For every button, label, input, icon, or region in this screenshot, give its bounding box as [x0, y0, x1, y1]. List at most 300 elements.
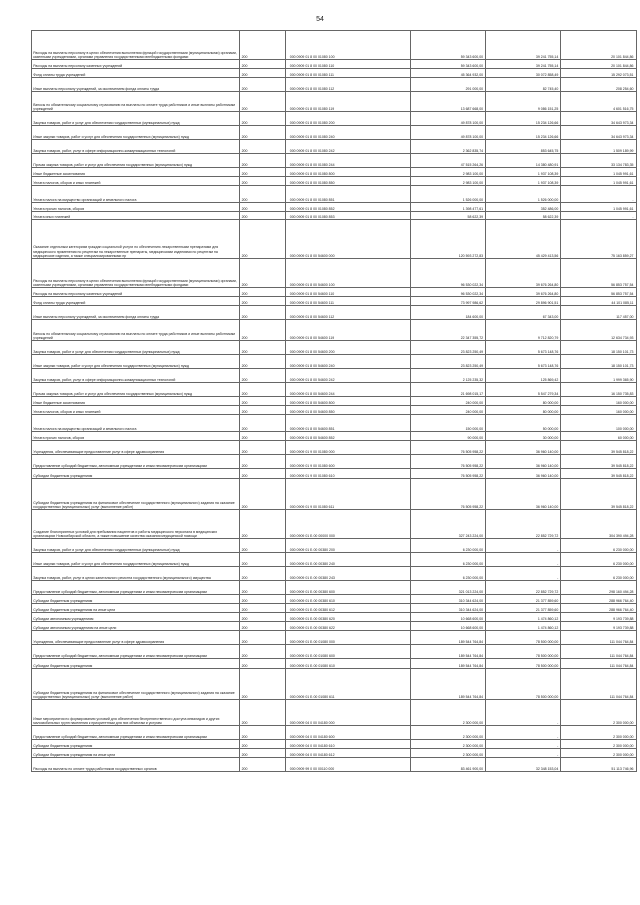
row-executed-amount-cell: 15 234 126,66 — [486, 112, 561, 126]
row-executed-amount-cell: 1 937 108,39 — [486, 168, 561, 177]
row-name-cell: Закупка товаров, работ, услуг в целях капитального ремонта государственного (муниципального) имущества — [32, 567, 240, 581]
row-name-cell: Субсидии бюджетным учреждениям — [32, 595, 240, 604]
row-approved-amount-cell: 10 668 600,00 — [410, 613, 485, 622]
row-name-cell: Иные выплаты персоналу учреждений, за исключением фонда оплаты труда — [32, 78, 240, 92]
row-unexecuted-amount-cell: 56 853 757,54 — [561, 259, 636, 288]
table-row — [32, 341, 637, 355]
row-executed-amount-cell: 32 348 153,04 — [486, 758, 561, 772]
row-executed-amount-cell: 39 676 264,80 — [486, 288, 561, 297]
row-classification-code-cell: 000 0909 04 0 00 04180 612 — [285, 749, 410, 758]
row-unexecuted-amount-cell: 1 509 189,99 — [561, 140, 636, 154]
row-executed-amount-cell: 80 000,00 — [486, 397, 561, 406]
row-code-cell: 200 — [240, 553, 285, 567]
row-name-cell: Уплата налога на имущество организаций и земельного налога — [32, 186, 240, 203]
row-code-cell: 200 — [240, 154, 285, 168]
row-classification-code-cell: 000 0909 01 Б 00 00380 243 — [285, 567, 410, 581]
row-approved-amount-cell: 76 505 958,22 — [410, 441, 485, 455]
row-approved-amount-cell: 2 300 000,00 — [410, 740, 485, 749]
table-row — [32, 432, 637, 441]
row-approved-amount-cell: 76 505 958,22 — [410, 455, 485, 469]
row-executed-amount-cell: 36 960 140,00 — [486, 441, 561, 455]
row-name-cell: Уплата прочих налогов, сборов — [32, 432, 240, 441]
row-unexecuted-amount-cell: 2 300 000,00 — [561, 700, 636, 726]
row-classification-code-cell: 000 0909 01 8 00 54600 200 — [285, 341, 410, 355]
row-approved-amount-cell: 327 243 224,00 — [410, 510, 485, 539]
row-executed-amount-cell: 67 343,00 — [486, 306, 561, 320]
row-approved-amount-cell: 47 515 264,26 — [410, 154, 485, 168]
row-name-cell: Иные закупки товаров, работ и услуг для обеспечения государственных (муниципальных) нужд — [32, 355, 240, 369]
row-classification-code-cell: 000 0909 01 9 00 01080 610 — [285, 469, 410, 479]
row-unexecuted-amount-cell: 1 045 991,61 — [561, 203, 636, 212]
table-row — [32, 441, 637, 455]
row-code-cell: 200 — [240, 355, 285, 369]
row-unexecuted-amount-cell: 18 150 101,73 — [561, 355, 636, 369]
table-row — [32, 613, 637, 622]
row-code-cell: 200 — [240, 69, 285, 78]
row-unexecuted-amount-cell: 6 230 000,00 — [561, 553, 636, 567]
row-unexecuted-amount-cell: 20 101 844,86 — [561, 60, 636, 69]
row-unexecuted-amount-cell: 39 545 818,22 — [561, 455, 636, 469]
row-code-cell: 200 — [240, 758, 285, 772]
row-code-cell: 200 — [240, 659, 285, 669]
table-row — [32, 78, 637, 92]
row-executed-amount-cell: 58 622,39 — [486, 212, 561, 220]
table-row — [32, 669, 637, 700]
row-classification-code-cell: 000 0909 01 Б 00 00000 000 — [285, 510, 410, 539]
row-approved-amount-cell: 49 878 100,00 — [410, 112, 485, 126]
row-name-cell: Предоставление субсидий бюджетным, автономным учреждениям и иным некоммерческим организациям — [32, 726, 240, 740]
row-executed-amount-cell: 352 486,00 — [486, 203, 561, 212]
row-classification-code-cell: 000 0909 01 Б 00 00380 600 — [285, 581, 410, 595]
row-classification-code-cell: 000 0909 01 8 00 01080 852 — [285, 203, 410, 212]
row-executed-amount-cell: 1 937 108,39 — [486, 177, 561, 186]
row-executed-amount-cell: 39 241 755,14 — [486, 31, 561, 60]
row-code-cell: 200 — [240, 168, 285, 177]
row-unexecuted-amount-cell: - — [561, 212, 636, 220]
row-unexecuted-amount-cell: 9 193 739,88 — [561, 613, 636, 622]
row-classification-code-cell: 000 0909 01 Б 00 00380 240 — [285, 553, 410, 567]
row-unexecuted-amount-cell: 39 545 818,22 — [561, 479, 636, 510]
row-classification-code-cell: 000 0909 01 Б 00 00380 622 — [285, 622, 410, 631]
row-name-cell: Закупка товаров, работ, услуг в сфере информационно-коммуникационных технологий — [32, 140, 240, 154]
row-code-cell: 200 — [240, 613, 285, 622]
row-executed-amount-cell: 9 086 151,25 — [486, 92, 561, 112]
row-executed-amount-cell: 21 377 859,60 — [486, 604, 561, 613]
row-approved-amount-cell: 120 593 272,83 — [410, 220, 485, 259]
row-code-cell: 200 — [240, 510, 285, 539]
row-approved-amount-cell: 76 505 958,22 — [410, 469, 485, 479]
row-classification-code-cell: 000 0909 01 8 00 54600 800 — [285, 397, 410, 406]
table-row — [32, 595, 637, 604]
row-unexecuted-amount-cell: 18 150 101,73 — [561, 341, 636, 355]
row-name-cell: Иные закупки товаров, работ и услуг для обеспечения государственных (муниципальных) нужд — [32, 553, 240, 567]
row-unexecuted-amount-cell: 4 601 516,75 — [561, 92, 636, 112]
table-row — [32, 397, 637, 406]
page-number: 54 — [316, 16, 324, 23]
row-approved-amount-cell: 6 230 000,00 — [410, 567, 485, 581]
table-row — [32, 455, 637, 469]
row-classification-code-cell: 000 0909 01 8 00 01080 850 — [285, 177, 410, 186]
row-classification-code-cell: 000 0909 01 Б 00 00380 612 — [285, 604, 410, 613]
row-approved-amount-cell: 90 000,00 — [410, 432, 485, 441]
row-code-cell: 200 — [240, 669, 285, 700]
row-unexecuted-amount-cell: 111 044 764,84 — [561, 659, 636, 669]
row-unexecuted-amount-cell: 6 230 000,00 — [561, 567, 636, 581]
row-classification-code-cell: 000 0909 01 9 00 01080 600 — [285, 455, 410, 469]
table-row — [32, 567, 637, 581]
row-code-cell: 200 — [240, 740, 285, 749]
row-approved-amount-cell: 23 823 250,49 — [410, 341, 485, 355]
row-unexecuted-amount-cell: 2 300 000,00 — [561, 740, 636, 749]
row-code-cell: 200 — [240, 397, 285, 406]
row-name-cell: Субсидии бюджетным учреждениям — [32, 659, 240, 669]
row-approved-amount-cell: 73 997 986,62 — [410, 297, 485, 306]
table-row — [32, 355, 637, 369]
table-row — [32, 726, 637, 740]
row-approved-amount-cell: 1 526 000,00 — [410, 186, 485, 203]
row-approved-amount-cell: 189 544 764,84 — [410, 669, 485, 700]
row-name-cell: Расходы на выплаты персоналу казенных учреждений — [32, 288, 240, 297]
row-executed-amount-cell: 30 000,00 — [486, 432, 561, 441]
row-classification-code-cell: 000 0909 01 8 00 54600 850 — [285, 406, 410, 415]
row-code-cell: 200 — [240, 306, 285, 320]
row-executed-amount-cell: 1 474 860,12 — [486, 622, 561, 631]
row-name-cell: Расходы на выплаты персоналу казенных учреждений — [32, 60, 240, 69]
row-classification-code-cell: 000 0909 01 8 00 54600 240 — [285, 355, 410, 369]
row-code-cell: 200 — [240, 177, 285, 186]
row-name-cell: Взносы по обязательному социальному страхованию на выплаты по оплате труда работников и иные выплаты работникам учреждений — [32, 92, 240, 112]
row-unexecuted-amount-cell: 60 000,00 — [561, 432, 636, 441]
row-approved-amount-cell: 2 983 100,00 — [410, 177, 485, 186]
row-unexecuted-amount-cell: 2 300 000,00 — [561, 749, 636, 758]
row-code-cell: 200 — [240, 288, 285, 297]
row-executed-amount-cell: - — [486, 539, 561, 553]
row-unexecuted-amount-cell: 288 966 764,40 — [561, 595, 636, 604]
table-row — [32, 154, 637, 168]
row-code-cell: 200 — [240, 469, 285, 479]
row-code-cell: 200 — [240, 78, 285, 92]
row-executed-amount-cell: 9 712 820,79 — [486, 320, 561, 341]
table-row — [32, 220, 637, 259]
table-row — [32, 631, 637, 645]
row-code-cell: 200 — [240, 140, 285, 154]
row-approved-amount-cell: 76 505 958,22 — [410, 479, 485, 510]
row-executed-amount-cell: 1 526 000,00 — [486, 186, 561, 203]
row-approved-amount-cell: 189 544 764,84 — [410, 659, 485, 669]
row-classification-code-cell: 000 0909 01 8 00 01080 119 — [285, 92, 410, 112]
row-classification-code-cell: 000 0909 01 Б 00 00380 200 — [285, 539, 410, 553]
row-unexecuted-amount-cell: 100 000,00 — [561, 415, 636, 432]
row-classification-code-cell: 000 0909 01 8 00 54600 112 — [285, 306, 410, 320]
row-code-cell: 200 — [240, 31, 285, 60]
table-row — [32, 622, 637, 631]
row-executed-amount-cell: 853 645,75 — [486, 140, 561, 154]
row-code-cell: 200 — [240, 622, 285, 631]
row-name-cell: Взносы по обязательному социальному страхованию на выплаты по оплате труда работников и иные выплаты работникам учреждений — [32, 320, 240, 341]
row-approved-amount-cell: 189 544 764,84 — [410, 645, 485, 659]
row-name-cell: Иные бюджетные ассигнования — [32, 168, 240, 177]
row-name-cell: Учреждения, обеспечивающие предоставление услуг в сфере здравоохранения — [32, 441, 240, 455]
row-executed-amount-cell: - — [486, 567, 561, 581]
row-code-cell: 200 — [240, 455, 285, 469]
row-code-cell: 200 — [240, 203, 285, 212]
row-unexecuted-amount-cell: 75 163 859,27 — [561, 220, 636, 259]
row-unexecuted-amount-cell: 1 999 365,90 — [561, 369, 636, 383]
table-row — [32, 581, 637, 595]
row-name-cell: Предоставление субсидий бюджетным, автономным учреждениям и иным некоммерческим организациям — [32, 645, 240, 659]
row-approved-amount-cell: 23 823 250,49 — [410, 355, 485, 369]
row-approved-amount-cell: 10 668 600,00 — [410, 622, 485, 631]
row-classification-code-cell: 000 0909 01 8 00 01080 110 — [285, 60, 410, 69]
row-executed-amount-cell: 15 234 126,66 — [486, 126, 561, 140]
row-approved-amount-cell: 189 544 764,84 — [410, 631, 485, 645]
row-code-cell: 200 — [240, 567, 285, 581]
row-executed-amount-cell: 39 241 755,14 — [486, 60, 561, 69]
row-classification-code-cell: 000 0909 99 0 00 00110 000 — [285, 758, 410, 772]
row-classification-code-cell: 000 0909 01 Б 00 01080 610 — [285, 659, 410, 669]
row-executed-amount-cell: 14 380 480,91 — [486, 154, 561, 168]
table-row — [32, 60, 637, 69]
row-code-cell: 200 — [240, 406, 285, 415]
row-unexecuted-amount-cell: 34 643 973,34 — [561, 112, 636, 126]
row-classification-code-cell: 000 0909 04 0 00 04180 600 — [285, 726, 410, 740]
row-classification-code-cell: 000 0909 01 8 00 01080 240 — [285, 126, 410, 140]
row-approved-amount-cell: 240 000,00 — [410, 406, 485, 415]
table-row — [32, 740, 637, 749]
table-row — [32, 112, 637, 126]
row-classification-code-cell: 000 0909 01 Б 00 00380 610 — [285, 595, 410, 604]
row-unexecuted-amount-cell: 1 045 991,61 — [561, 177, 636, 186]
row-executed-amount-cell: 5 547 279,34 — [486, 383, 561, 397]
row-name-cell: Иные закупки товаров, работ и услуг для обеспечения государственных (муниципальных) нужд — [32, 126, 240, 140]
row-executed-amount-cell: 78 500 000,00 — [486, 669, 561, 700]
row-executed-amount-cell: - — [486, 740, 561, 749]
row-name-cell: Расходы на выплаты персоналу в целях обеспечения выполнения функций государственными (муниципальными) органами, казенными учреждениями, органами управления государственными внебюджетными фондами — [32, 31, 240, 60]
table-row — [32, 92, 637, 112]
row-executed-amount-cell: - — [486, 553, 561, 567]
row-name-cell: Субсидии бюджетным учреждениям — [32, 469, 240, 479]
row-classification-code-cell: 000 0909 01 Б 00 00380 620 — [285, 613, 410, 622]
row-approved-amount-cell: 310 344 624,00 — [410, 595, 485, 604]
table-row — [32, 177, 637, 186]
row-name-cell: Фонд оплаты труда учреждений — [32, 297, 240, 306]
row-executed-amount-cell: 78 500 000,00 — [486, 645, 561, 659]
table-row — [32, 306, 637, 320]
row-code-cell: 200 — [240, 645, 285, 659]
row-classification-code-cell: 000 0909 01 8 00 01080 100 — [285, 31, 410, 60]
row-classification-code-cell: 000 0909 01 8 00 54600 852 — [285, 432, 410, 441]
row-approved-amount-cell: 291 000,00 — [410, 78, 485, 92]
row-code-cell: 200 — [240, 320, 285, 341]
row-name-cell: Прочая закупка товаров, работ и услуг для обеспечения государственных (муниципальных) нужд — [32, 154, 240, 168]
row-code-cell: 200 — [240, 126, 285, 140]
row-name-cell: Уплата налогов, сборов и иных платежей — [32, 177, 240, 186]
row-executed-amount-cell: - — [486, 700, 561, 726]
row-name-cell: Субсидии бюджетным учреждениям на финансовое обеспечение государственного (муниципального) задания на оказание государственных (муниципальных) услуг (выполнение работ) — [32, 479, 240, 510]
row-name-cell: Фонд оплаты труда учреждений — [32, 69, 240, 78]
row-approved-amount-cell: 96 530 022,34 — [410, 288, 485, 297]
row-name-cell: Субсидии бюджетным учреждениям — [32, 740, 240, 749]
row-executed-amount-cell: 22 852 729,72 — [486, 510, 561, 539]
row-name-cell: Закупка товаров, работ и услуг для обеспечения государственных (муниципальных) нужд — [32, 539, 240, 553]
row-code-cell: 200 — [240, 432, 285, 441]
row-classification-code-cell: 000 0909 01 8 00 01080 244 — [285, 154, 410, 168]
table-row — [32, 415, 637, 432]
table-row — [32, 369, 637, 383]
row-name-cell: Расходы на выплаты по оплате труда работников государственных органов — [32, 758, 240, 772]
row-name-cell: Оказание отдельным категориям граждан социальной услуги по обеспечению лекарственными препаратами для медицинского применения по рецептам на лекарственные препараты, медицинскими изделиями по рецептам на медицинские изделия, а также специализированными пр — [32, 220, 240, 259]
row-approved-amount-cell: 96 530 022,34 — [410, 259, 485, 288]
row-classification-code-cell: 000 0909 01 9 00 01080 000 — [285, 441, 410, 455]
row-name-cell: Уплата налогов, сборов и иных платежей — [32, 406, 240, 415]
row-approved-amount-cell: 2 300 000,00 — [410, 749, 485, 758]
row-unexecuted-amount-cell: 288 966 764,40 — [561, 604, 636, 613]
row-unexecuted-amount-cell: 2 300 000,00 — [561, 726, 636, 740]
row-unexecuted-amount-cell: 111 044 764,84 — [561, 669, 636, 700]
row-classification-code-cell: 000 0909 04 0 00 04180 610 — [285, 740, 410, 749]
row-unexecuted-amount-cell: 111 044 764,84 — [561, 645, 636, 659]
table-row — [32, 297, 637, 306]
row-approved-amount-cell: 21 698 015,17 — [410, 383, 485, 397]
row-code-cell: 200 — [240, 112, 285, 126]
table-row — [32, 212, 637, 220]
table-row — [32, 31, 637, 60]
row-name-cell: Субсидии автономным учреждениям на иные цели — [32, 622, 240, 631]
row-code-cell: 200 — [240, 186, 285, 203]
row-executed-amount-cell: 21 377 859,60 — [486, 595, 561, 604]
row-code-cell: 200 — [240, 60, 285, 69]
row-name-cell: Создание благоприятных условий для пребывания пациентов и работы медицинского персонала в медицинских организациях Новосибирской области, а также повышение качества оказания медицинской помощи — [32, 510, 240, 539]
row-approved-amount-cell: 6 230 000,00 — [410, 539, 485, 553]
row-classification-code-cell: 000 0909 01 8 00 54600 119 — [285, 320, 410, 341]
row-unexecuted-amount-cell: 16 150 735,83 — [561, 383, 636, 397]
row-approved-amount-cell: 2 125 235,32 — [410, 369, 485, 383]
row-unexecuted-amount-cell: 39 545 818,22 — [561, 441, 636, 455]
table-row — [32, 126, 637, 140]
table-row — [32, 259, 637, 288]
row-code-cell: 200 — [240, 415, 285, 432]
row-classification-code-cell: 000 0909 01 8 00 01080 112 — [285, 78, 410, 92]
row-executed-amount-cell: 5 673 148,76 — [486, 355, 561, 369]
row-name-cell: Расходы на выплаты персоналу в целях обеспечения выполнения функций государственными (муниципальными) органами, казенными учреждениями, органами управления государственными внебюджетными фондами — [32, 259, 240, 288]
row-code-cell: 200 — [240, 581, 285, 595]
row-unexecuted-amount-cell: 34 643 973,34 — [561, 126, 636, 140]
row-approved-amount-cell: 184 600,00 — [410, 306, 485, 320]
row-classification-code-cell: 000 0909 01 8 00 54600 242 — [285, 369, 410, 383]
row-approved-amount-cell: 2 983 100,00 — [410, 168, 485, 177]
table-row — [32, 645, 637, 659]
table-row — [32, 659, 637, 669]
row-unexecuted-amount-cell: 20 101 844,86 — [561, 31, 636, 60]
row-code-cell: 200 — [240, 341, 285, 355]
row-name-cell: Учреждения, обеспечивающие предоставление услуг в сфере здравоохранения — [32, 631, 240, 645]
row-approved-amount-cell: 240 000,00 — [410, 397, 485, 406]
row-unexecuted-amount-cell: 160 000,00 — [561, 397, 636, 406]
row-executed-amount-cell: 50 000,00 — [486, 415, 561, 432]
table-row — [32, 758, 637, 772]
row-code-cell: 200 — [240, 369, 285, 383]
row-approved-amount-cell: 49 878 100,00 — [410, 126, 485, 140]
row-approved-amount-cell: 310 344 624,00 — [410, 604, 485, 613]
row-approved-amount-cell: 2 300 000,00 — [410, 726, 485, 740]
table-row — [32, 168, 637, 177]
row-name-cell: Предоставление субсидий бюджетным, автономным учреждениям и иным некоммерческим организациям — [32, 581, 240, 595]
table-row — [32, 700, 637, 726]
row-unexecuted-amount-cell: 160 000,00 — [561, 406, 636, 415]
row-name-cell: Уплата налога на имущество организаций и земельного налога — [32, 415, 240, 432]
row-executed-amount-cell: - — [486, 726, 561, 740]
table-row — [32, 383, 637, 397]
row-code-cell: 200 — [240, 604, 285, 613]
row-executed-amount-cell: - — [486, 749, 561, 758]
row-name-cell: Субсидии бюджетным учреждениям на финансовое обеспечение государственного (муниципального) задания на оказание государственных (муниципальных) услуг (выполнение работ) — [32, 669, 240, 700]
row-name-cell: Иные бюджетные ассигнования — [32, 397, 240, 406]
row-classification-code-cell: 000 0909 01 8 00 54600 244 — [285, 383, 410, 397]
table-row — [32, 186, 637, 203]
row-approved-amount-cell: 1 398 477,61 — [410, 203, 485, 212]
row-unexecuted-amount-cell: 33 134 783,35 — [561, 154, 636, 168]
row-name-cell: Уплата иных платежей — [32, 212, 240, 220]
row-unexecuted-amount-cell: 1 045 991,61 — [561, 168, 636, 177]
row-unexecuted-amount-cell: 208 254,60 — [561, 78, 636, 92]
row-executed-amount-cell: 36 960 140,00 — [486, 469, 561, 479]
row-approved-amount-cell: 6 230 000,00 — [410, 553, 485, 567]
row-classification-code-cell: 000 0909 01 8 00 54600 100 — [285, 259, 410, 288]
row-approved-amount-cell: 83 461 900,00 — [410, 758, 485, 772]
row-code-cell: 200 — [240, 297, 285, 306]
table-body — [32, 31, 637, 772]
table-row — [32, 604, 637, 613]
row-executed-amount-cell: 1 474 860,12 — [486, 613, 561, 622]
row-unexecuted-amount-cell: 12 634 734,93 — [561, 320, 636, 341]
row-unexecuted-amount-cell: - — [561, 186, 636, 203]
row-classification-code-cell: 000 0909 01 8 00 01080 851 — [285, 186, 410, 203]
row-code-cell: 200 — [240, 700, 285, 726]
table-row — [32, 406, 637, 415]
table-row — [32, 749, 637, 758]
row-executed-amount-cell: 39 676 264,80 — [486, 259, 561, 288]
row-code-cell: 200 — [240, 441, 285, 455]
row-approved-amount-cell: 22 347 355,72 — [410, 320, 485, 341]
row-approved-amount-cell: 321 013 224,00 — [410, 581, 485, 595]
row-unexecuted-amount-cell: 39 545 818,22 — [561, 469, 636, 479]
row-approved-amount-cell: 2 362 835,74 — [410, 140, 485, 154]
row-code-cell: 200 — [240, 383, 285, 397]
row-name-cell: Субсидии бюджетным учреждениям на иные цели — [32, 749, 240, 758]
row-executed-amount-cell: 45 429 413,56 — [486, 220, 561, 259]
row-classification-code-cell: 000 0909 01 8 00 01080 853 — [285, 212, 410, 220]
row-name-cell: Уплата прочих налогов, сборов — [32, 203, 240, 212]
row-name-cell: Прочая закупка товаров, работ и услуг для обеспечения государственных (муниципальных) нужд — [32, 383, 240, 397]
row-unexecuted-amount-cell: 298 160 494,28 — [561, 581, 636, 595]
row-approved-amount-cell: 2 300 000,00 — [410, 700, 485, 726]
row-executed-amount-cell: 30 072 858,49 — [486, 69, 561, 78]
row-code-cell: 200 — [240, 726, 285, 740]
table-row — [32, 510, 637, 539]
row-name-cell: Иные мероприятия по формированию условий для обеспечения беспрепятственного доступа инвалидов и других маломобильных групп населения к приоритетным для них объектам и услугам — [32, 700, 240, 726]
table-row — [32, 69, 637, 78]
row-unexecuted-amount-cell: 15 292 073,51 — [561, 69, 636, 78]
row-code-cell: 200 — [240, 220, 285, 259]
row-unexecuted-amount-cell: 117 457,00 — [561, 306, 636, 320]
row-code-cell: 200 — [240, 631, 285, 645]
row-approved-amount-cell: 59 343 600,00 — [410, 31, 485, 60]
row-unexecuted-amount-cell: 51 113 746,96 — [561, 758, 636, 772]
row-classification-code-cell: 000 0909 01 8 00 54600 110 — [285, 288, 410, 297]
row-executed-amount-cell: 36 960 140,00 — [486, 455, 561, 469]
row-classification-code-cell: 000 0909 01 8 00 54600 111 — [285, 297, 410, 306]
row-name-cell: Предоставление субсидий бюджетным, автономным учреждениям и иным некоммерческим организациям — [32, 455, 240, 469]
